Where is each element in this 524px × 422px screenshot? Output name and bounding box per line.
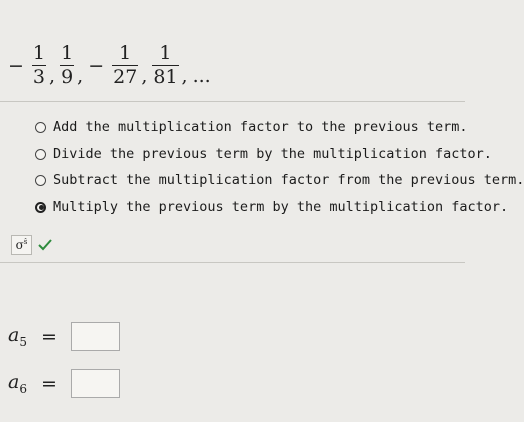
answer-input-a5[interactable] — [71, 322, 120, 351]
numerator: 1 — [119, 42, 132, 64]
minus-sign: − — [88, 54, 105, 77]
option-divide[interactable] — [35, 146, 492, 162]
variable-label: $a_5$ — [8, 324, 27, 349]
option-label: Divide the previous term by the multiplication factor. — [53, 146, 492, 162]
answer-row-a6 — [8, 369, 120, 398]
comma: , — [141, 65, 148, 87]
option-label: Add the multiplication factor to the previous term. — [53, 119, 468, 135]
question-sequence — [6, 44, 211, 87]
radio-button[interactable] — [35, 175, 46, 186]
denominator: 3 — [32, 66, 46, 88]
numerator: 1 — [32, 42, 46, 64]
comma: , — [181, 65, 188, 87]
denominator: 9 — [61, 66, 74, 88]
answer-options-panel — [0, 101, 524, 263]
format-sup: ŝ — [23, 238, 28, 246]
radio-button[interactable] — [35, 149, 46, 160]
fraction — [32, 44, 46, 87]
denominator: 27 — [113, 66, 138, 88]
option-multiply[interactable] — [35, 199, 508, 215]
radio-button-selected[interactable] — [35, 202, 46, 213]
option-label: Multiply the previous term by the multiplication factor. — [53, 199, 509, 215]
fraction — [152, 44, 178, 87]
numerator: 1 — [159, 42, 172, 64]
denominator: 81 — [153, 66, 178, 88]
math-format-button[interactable] — [11, 235, 32, 255]
answer-row-a5 — [8, 322, 120, 351]
option-subtract[interactable] — [35, 172, 524, 188]
radio-button[interactable] — [35, 122, 46, 133]
fraction — [60, 44, 74, 87]
option-add[interactable] — [35, 119, 468, 135]
comma: , — [77, 65, 84, 87]
ellipsis: ... — [192, 65, 211, 87]
option-label: Subtract the multiplication factor from the previous term. — [53, 172, 524, 188]
equals-sign: = — [40, 372, 57, 395]
fraction — [112, 44, 138, 87]
answer-input-a6[interactable] — [71, 369, 120, 398]
variable-label: $a_6$ — [8, 371, 27, 396]
format-base: σ — [15, 238, 24, 252]
checkmark-icon — [38, 239, 52, 251]
comma: , — [49, 65, 56, 87]
check-area — [11, 235, 52, 255]
numerator: 1 — [61, 42, 74, 64]
minus-sign: − — [8, 54, 24, 77]
equals-sign: = — [40, 325, 57, 348]
